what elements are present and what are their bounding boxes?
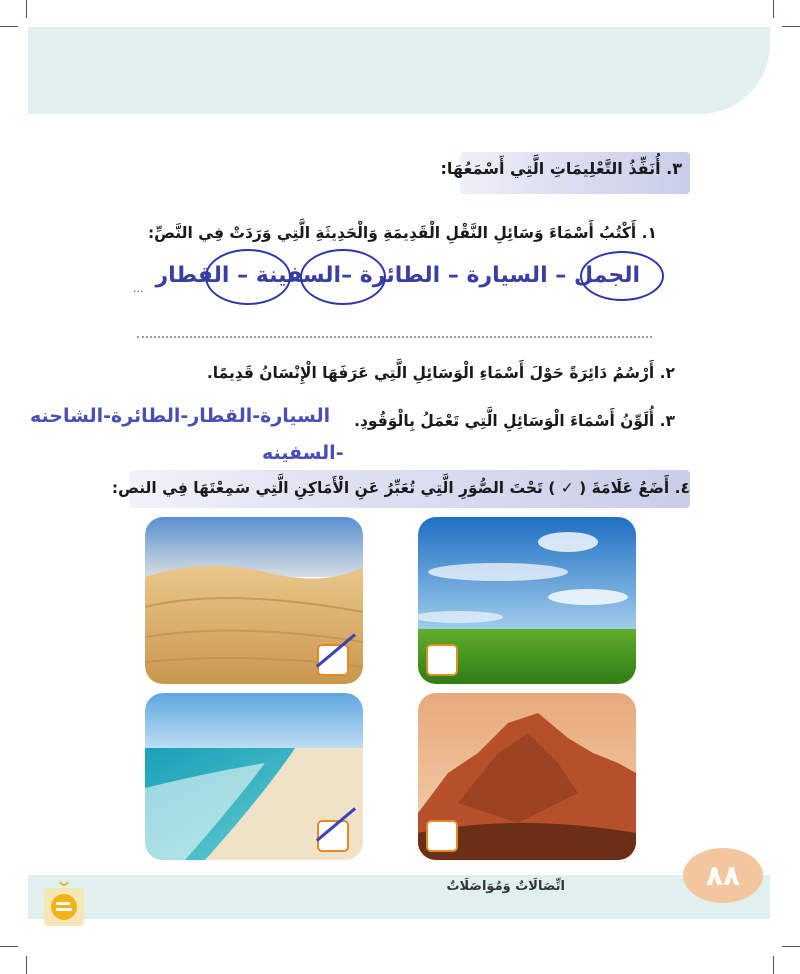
crop-mark xyxy=(0,946,18,947)
answer-word-ship: السفينة xyxy=(255,263,342,288)
header-band xyxy=(28,27,770,114)
crop-mark xyxy=(782,26,800,27)
separator: – xyxy=(341,263,360,288)
answer-3-handwriting: السيارة-القطار-الطائرة-الشاحنه xyxy=(30,405,331,427)
image-card-mountain xyxy=(418,693,636,860)
circle-mark-ship xyxy=(300,249,386,305)
crop-mark xyxy=(26,0,27,18)
chapter-title: اتِّصَالَاتٌ وَمُوَاصَلَاتٌ xyxy=(446,879,565,894)
image-card-sky-grass xyxy=(418,517,636,684)
question-4: ٤. أَضَعُ عَلَامَةَ ( ✓ ) تَحْتَ الصُّوَرِ الَّتِي تُعَبِّرُ عَنِ الْأَمَاكِنِ الَّتِي سَمِعْتَهَا فِي النص: xyxy=(111,479,690,497)
crop-mark xyxy=(773,0,774,18)
image-card-desert xyxy=(145,517,363,684)
page-number: ٨٨ xyxy=(683,848,763,903)
crop-mark xyxy=(26,956,27,974)
checkbox[interactable] xyxy=(426,820,458,852)
footer-band xyxy=(28,875,770,919)
image-card-beach xyxy=(145,693,363,860)
checkbox[interactable] xyxy=(426,644,458,676)
separator: – xyxy=(547,263,574,288)
answer-word-camel: الجمل xyxy=(573,263,640,288)
crop-mark xyxy=(773,956,774,974)
answer-word-plane: الطائرة xyxy=(359,263,441,288)
question-3: ٣. أُلَوِّنُ أَسْمَاءَ الْوَسَائِلِ الَّتِي تَعْمَلُ بِالْوَقُودِ. xyxy=(354,412,675,430)
dotted-answer-line xyxy=(137,336,652,338)
circle-mark-camel xyxy=(580,251,664,301)
question-1: ١. أَكْتُبُ أَسْمَاءَ وَسَائِلِ النَّقْلِ الْقَدِيمَةِ وَالْحَدِيثَةِ الَّتِي وَرَدَتْ فِي النَّصِّ: xyxy=(147,224,657,242)
answer-3-handwriting-continued: -السفينه xyxy=(262,442,344,464)
answer-word-train: القطار xyxy=(155,263,230,288)
separator: – xyxy=(440,263,467,288)
answer-word-car: السيارة xyxy=(466,263,548,288)
circle-mark-train xyxy=(205,249,291,305)
publisher-logo-icon xyxy=(44,880,84,926)
question-2: ٢. أَرْسُمُ دَائِرَةً حَوْلَ أَسْمَاءِ الْوَسَائِلِ الَّتِي عَرَفَهَا الْإِنْسَانُ قَدِيمًا. xyxy=(206,364,675,382)
section-title: ٣. أُنَفِّذُ التَّعْلِيمَاتِ الَّتِي أَسْمَعُهَا: xyxy=(440,159,682,178)
separator: – xyxy=(229,263,256,288)
answer-dots: ... xyxy=(133,282,144,295)
crop-mark xyxy=(782,946,800,947)
crop-mark xyxy=(0,26,18,27)
